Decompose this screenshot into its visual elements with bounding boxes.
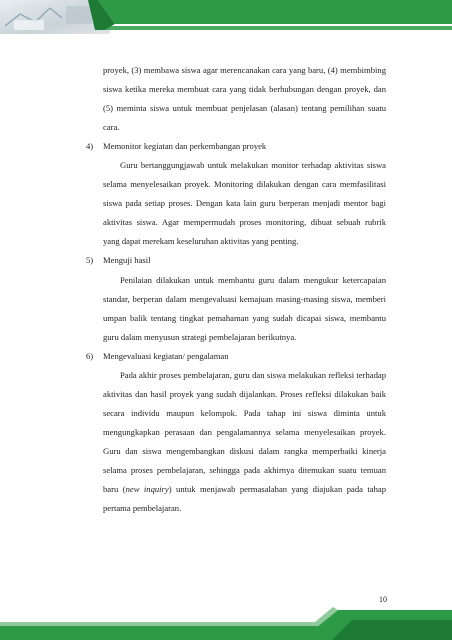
list-item-title: Memonitor kegiatan dan perkembangan proyek xyxy=(103,141,267,152)
text-segment: Pada akhir proses pembelajaran, guru dan siswa melakukan refleksi terhadap aktivitas dan hasil proyek yang sudah dijalankan. Proses refleksi dilakukan baik secara individu maupun kelompok. Pada tahap ini siswa diminta untuk mengungkapkan perasaan dan pengalamannya selama menyelesaikan proyek. Guru dan siswa mengembangkan diskusi dalam rangka memperbaiki kinerja selama proses pembelajaran, sehingga pada akhirnya ditemukan suatu temuan baru ( xyxy=(103,369,386,495)
list-number: 6) xyxy=(86,350,94,361)
list-item-text: Penilaian dilakukan untuk membantu guru dalam mengukur ketercapaian standar, berperan dalam mengevaluasi kemajuan masing-masing siswa, memberi umpan balik tentang tingkat pemahaman yang sudah dicapai siswa, membantu guru dalam menyusun strategi pembelajaran berikutnya. xyxy=(103,274,386,342)
page-body xyxy=(86,61,386,518)
list-item-4 xyxy=(86,137,386,251)
list-item-title: Menguji hasil xyxy=(103,255,151,266)
text-segment: ) untuk menjawab permasalahan yang diajukan pada tahap pertama pembelajaran. xyxy=(103,484,386,514)
footer-decoration xyxy=(0,606,452,640)
list-item-text: Guru bertanggungjawab untuk melakukan monitor terhadap aktivitas siswa selama menyelesaikan proyek. Monitoring dilakukan dengan cara memfasilitasi siswa pada setiap proses. Dengan kata lain guru berperan menjadi mentor bagi aktivitas siswa. Agar mempermudah proses monitoring, dibuat sebuah rubrik yang dapat merekam keseluruhan aktivitas yang penting. xyxy=(103,160,386,247)
italic-term: new inquiry xyxy=(125,484,169,495)
list-item-6 xyxy=(86,347,386,518)
paragraph-continued: proyek, (3) membawa siswa agar merencanakan cara yang baru, (4) membimbing siswa ketika mereka membuat cara yang tidak berhubungan dengan proyek, dan (5) meminta siswa untuk membuat penjelasan (alasan) tentang pemilihan suatu cara. xyxy=(103,65,386,133)
header-decoration xyxy=(0,0,452,34)
page-number: 10 xyxy=(379,595,387,604)
list-item-text xyxy=(103,366,386,518)
list-number: 5) xyxy=(86,255,94,266)
list-item-5 xyxy=(86,251,386,346)
list-number: 4) xyxy=(86,141,94,152)
list-item-title: Mengevaluasi kegiatan/ pengalaman xyxy=(103,350,229,361)
